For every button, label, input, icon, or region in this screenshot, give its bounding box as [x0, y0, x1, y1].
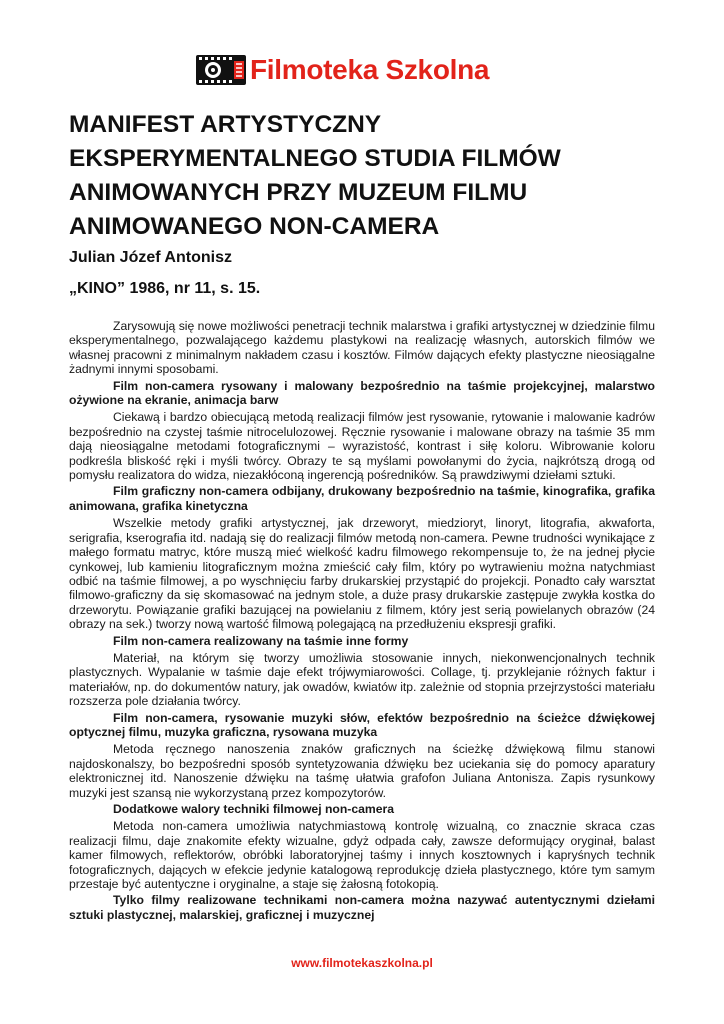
body-paragraph: Metoda non-camera umożliwia natychmiastową kontrolę wizualną, co znacznie skraca czas realizacji filmu, daje znakomite efekty wizualne, gdyż odpada cały, zawsze deformujący oryginał, balast kamer filmowych, reflektorów, obróbki laboratoryjnej taśmy i innych kosztownych i kapryśnych technik fotograficznych, dających w efekcie jedynie katalogową reprodukcję dzieła plastycznego, które tym samym przestaje być autentyczne i oryginalne, a staje się żałosną fotokopią. [69, 819, 655, 892]
body-paragraph: Metoda ręcznego nanoszenia znaków graficznych na ścieżkę dźwiękową filmu stanowi najdoskonalszy, bo bezpośredni sposób syntetyzowania dźwięku bez uciekania się do pomocy aparatury elektronicznej itd. Nanoszenie dźwięku na taśmę ułatwia grafofon Juliana Antonisza. Zapis rysunkowy muzyki jest szansą nie wykorzystaną przez kompozytorów. [69, 742, 655, 800]
source-citation: „KINO” 1986, nr 11, s. 15. [69, 280, 261, 297]
section-heading: Film graficzny non-camera odbijany, drukowany bezpośrednio na taśmie, kinografika, grafika animowana, grafika kinetyczna [69, 484, 655, 513]
body-paragraph: Materiał, na którym się tworzy umożliwia stosowanie innych, niekonwencjonalnych technik plastycznych. Wypalanie w taśmie daje efekt trójwymiarowości. Collage, tj. przyklejanie różnych faktur i materiałów, np. do dokumentów natury, jak owadów, kwiatów itp. zależnie od stopnia przejrzystości materiału rozszerza pole działania twórcy. [69, 650, 655, 709]
body-paragraph: Wszelkie metody grafiki artystycznej, jak drzeworyt, miedzioryt, linoryt, litografia, akwaforta, serigrafia, kserografia itd. nadają się do realizacji filmów metodą non-camera. Pewne trudności wynikające z małego formatu matryc, które muszą mieć wielkość kadru filmowego rekompensuje to, że na jednej płycie cynkowej, lub kamieniu litograficznym można zmieścić cały film, który po wytrawieniu można natychmiast odbić na taśmie filmowej, a po wyschnięciu farby drukarskiej przystąpić do projekcji. Ponadto cały warsztat filmowo-graficzny da się skomasować na jednym stole, a duże prasy drukarskie zastępuje zwykła kostka do drzeworytu. Powiązanie grafiki bazującej na powielaniu z filmem, który jest serią powielanych obrazów (24 obrazy na sek.) tworzy nową wartość filmową polegającą na przedłużeniu ekspresji grafiki. [69, 516, 655, 632]
section-heading: Tylko filmy realizowane technikami non-camera można nazywać autentycznymi dziełami sztuki plastycznej, malarskiej, graficznej i muzycznej [69, 893, 655, 922]
section-heading: Film non-camera rysowany i malowany bezpośrednio na taśmie projekcyjnej, malarstwo ożywione na ekranie, animacja barw [69, 378, 655, 408]
brand-name: Filmoteka Szkolna [250, 54, 490, 85]
section-heading: Film non-camera realizowany na taśmie inne formy [113, 633, 409, 648]
film-camera-hand-icon [194, 51, 248, 89]
author-name: Julian Józef Antonisz [69, 249, 232, 266]
section-heading: Film non-camera, rysowanie muzyki słów, efektów bezpośrednio na ścieżce dźwiękowej optycznej filmu, muzyka graficzna, rysowana muzyka [69, 710, 655, 739]
body-paragraph: Zarysowują się nowe możliwości penetracji technik malarstwa i grafiki artystycznej w dziedzinie filmu eksperymentalnego, pozwalającego każdemu plastykowi na realizację własnych, autorskich filmów we własnej pracowni z minimalnym nakładem czasu i kosztów. Filmów dających efekty plastyczne nieosiągalne żadnymi innymi sposobami. [69, 319, 655, 377]
body-paragraph: Ciekawą i bardzo obiecującą metodą realizacji filmów jest rysowanie, rytowanie i malowanie kadrów bezpośrednio na czystej taśmie nitrocelulozowej. Ręcznie rysowanie i malowane obrazy na taśmie 35 mm dają nieosiągalne metodami fotograficznymi – wyrazistość, kontrast i siłę koloru. Wibrowanie koloru podkreśla bliskość ręki i myśli twórcy. Obrazy te są myślami powołanymi do życia, najkrótszą drogą od pomysłu realizatora do widza, niezakłóconą ingerencją pośredników. Są prawdziwymi dziełami sztuki. [69, 410, 655, 483]
title-line: EKSPERYMENTALNEGO STUDIA FILMÓW [69, 145, 561, 172]
article-body [69, 319, 655, 925]
footer-url-link[interactable]: www.filmotekaszkolna.pl [291, 956, 433, 970]
document-title [69, 108, 669, 244]
title-line: ANIMOWANYCH PRZY MUZEUM FILMU [69, 179, 528, 206]
title-line: MANIFEST ARTYSTYCZNY [69, 111, 382, 138]
section-heading: Dodatkowe walory techniki filmowej non-camera [113, 802, 395, 816]
title-line: ANIMOWANEGO NON-CAMERA [69, 213, 440, 240]
brand-logo[interactable] [194, 50, 489, 90]
